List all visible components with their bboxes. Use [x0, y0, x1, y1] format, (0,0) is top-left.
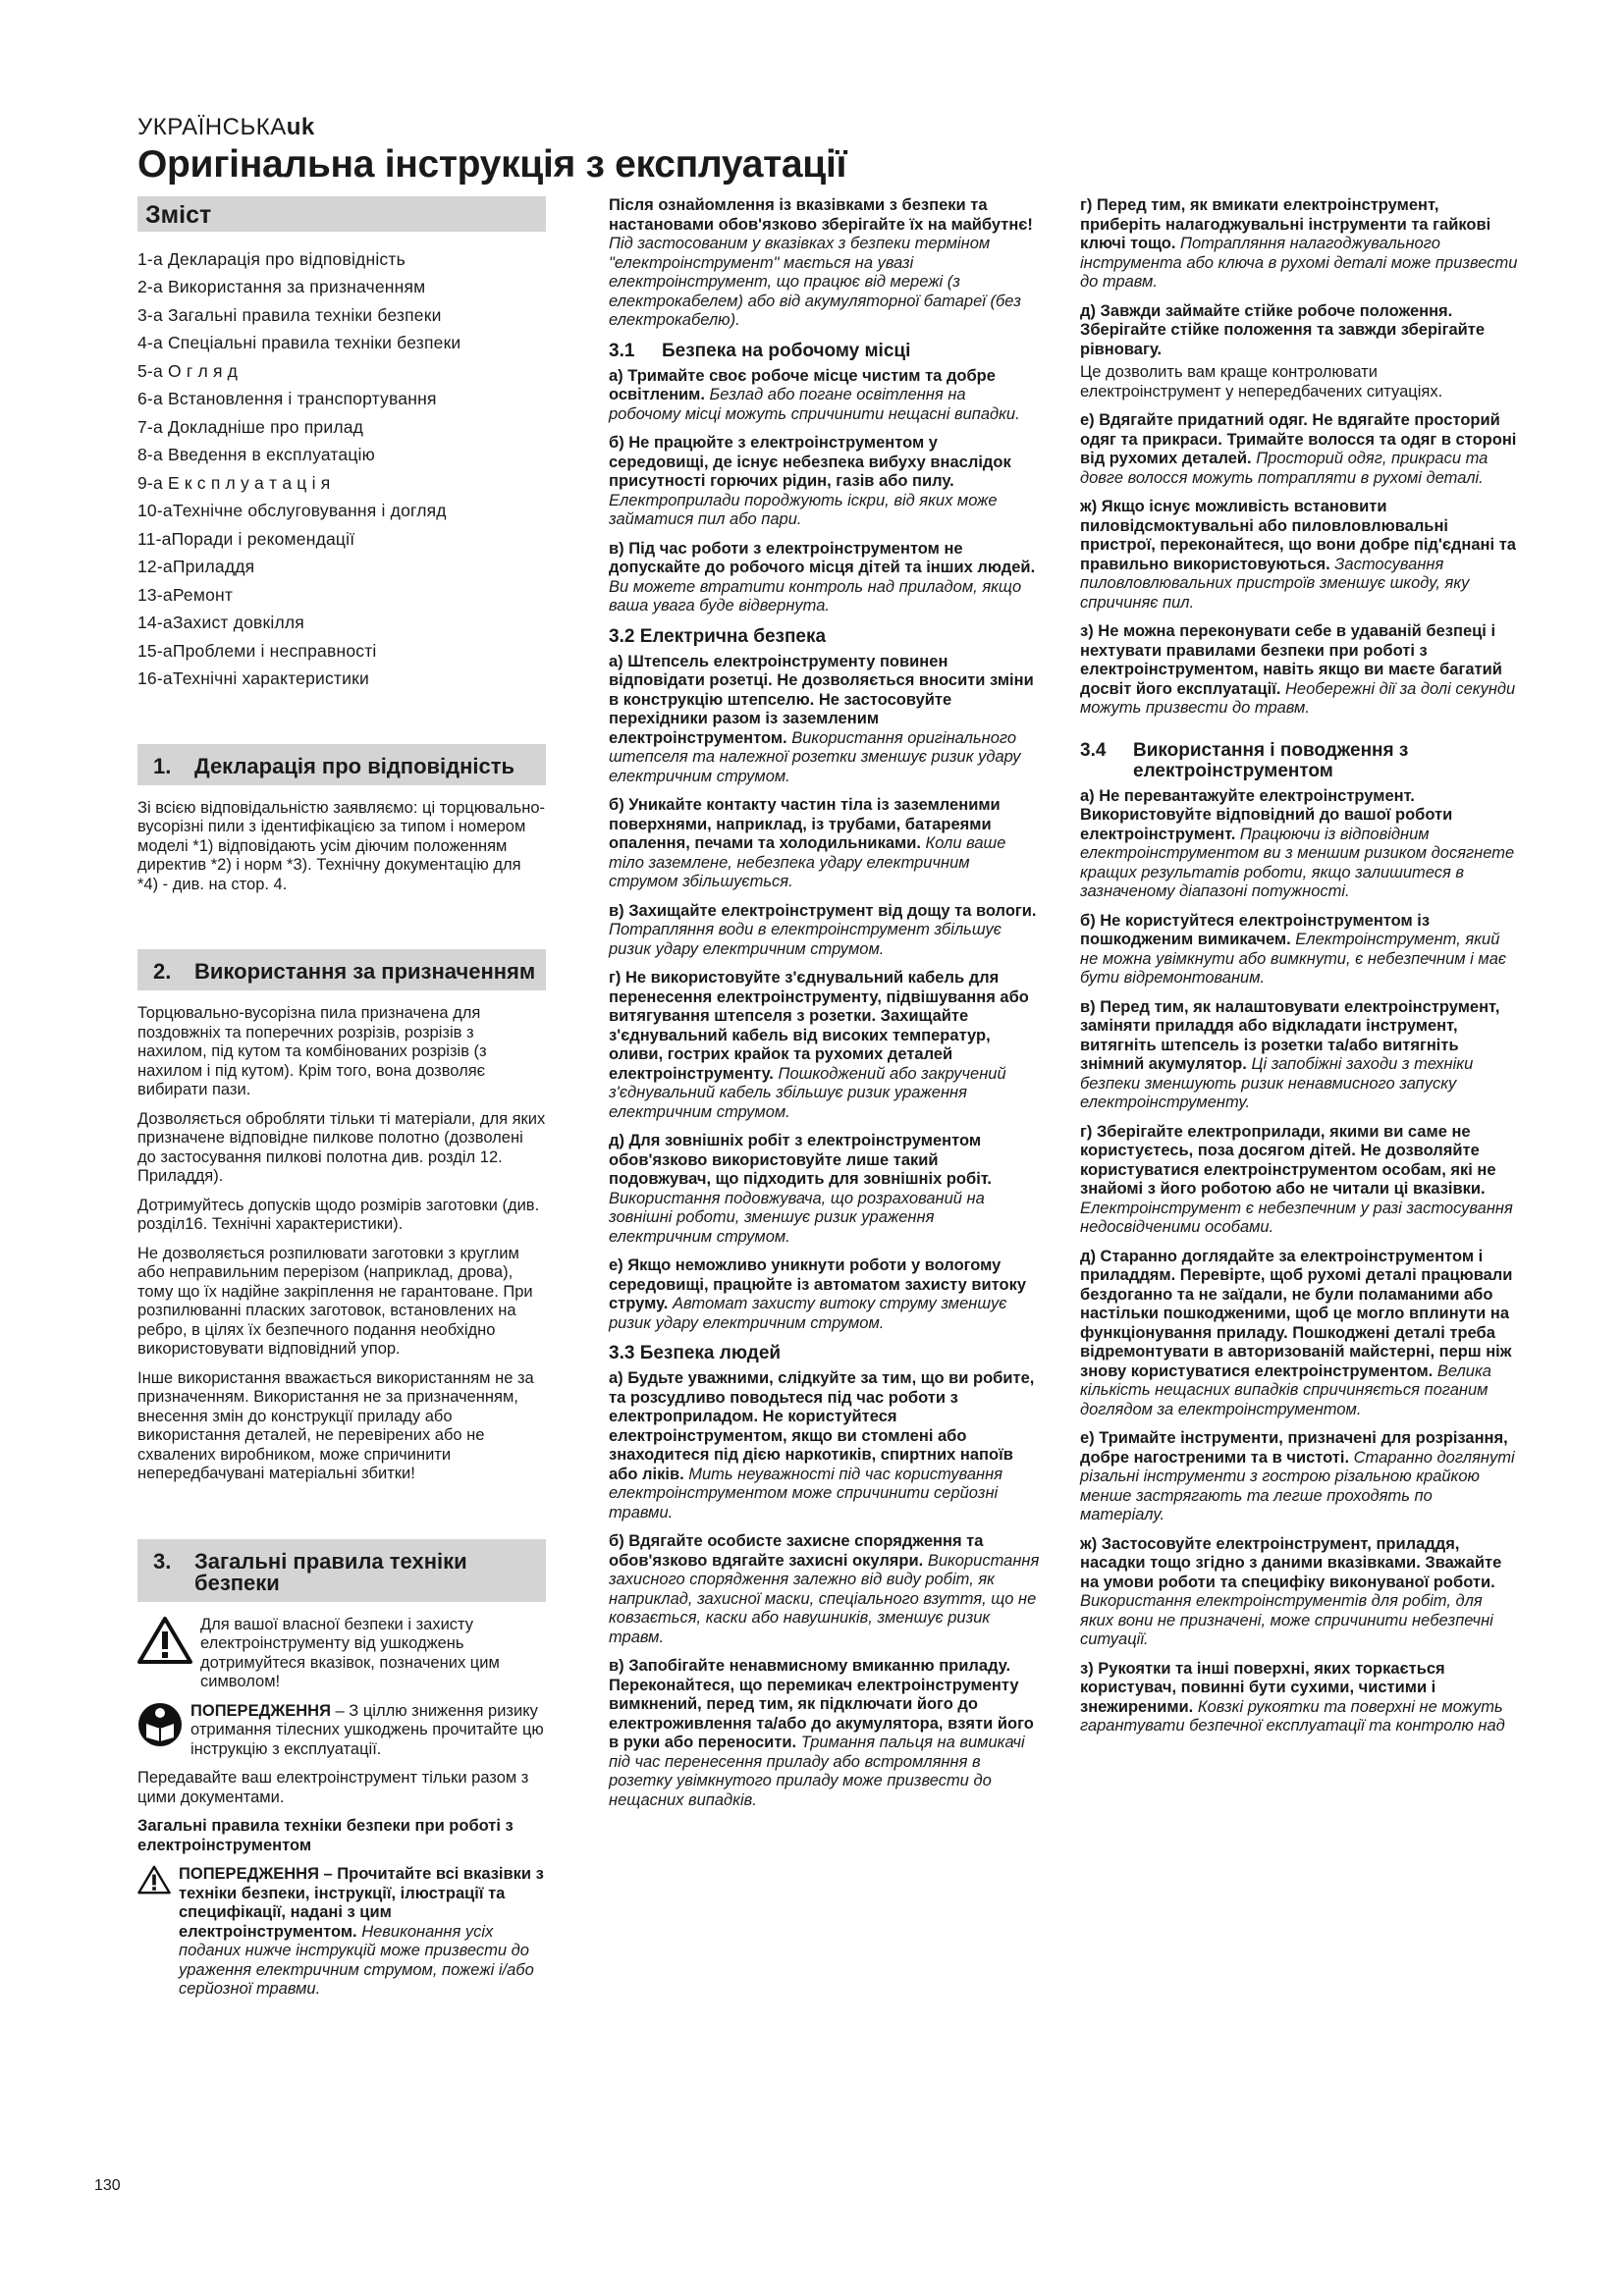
intro-paragraph: Після ознайомлення із вказівками з безпеки та настановами обов'язково зберігайте їх на майбутнє! Під застосованим у вказівках з безпеки терміном "електроінструмент" мається на увазі електроінструмент, що працює від мережі (з електрокабелем) або від акумуляторної батареї (без електрокабелю).	[609, 196, 1033, 329]
rule-item: д) Завжди займайте стійке робоче положення. Зберігайте стійке положення та завжди зберігайте рівновагу.	[1080, 301, 1486, 358]
rule-item: г) Перед тим, як вмикати електроінструмент, приберіть налагоджувальні інструменти та гайкові ключі тощо. Потрапляння налагоджувального інструмента або ключа в рухомі деталі може призвести до травм.	[1080, 196, 1518, 291]
toc-item[interactable]: 9-a Е к с п л у а т а ц і я	[137, 472, 331, 493]
general-warning	[137, 1865, 546, 2009]
rule-item: д) Старанно доглядайте за електроінструментом і приладдям. Перевірте, щоб рухомі деталі працювали бездоганно та не заїдали, не були поламаними або настільки пошкодженими, щоб це могло вплинути на функціонування приладу. Пошкоджені деталі треба відремонтувати в авторизованій майстерні, перш ніж знову користуватися електроінструментом. Велика кількість нещасних випадків спричиняється поганим доглядом за електроінструментом.	[1080, 1247, 1513, 1418]
rule-item: в) Запобігайте ненавмисному вмиканню приладу. Переконайтеся, що перемикач електроінструменту вимкнений, перед тим, як підключати його до електроживлення та/або до акумулятора, взяти його в руки або переносити. Тримання пальця на вимикачі під час перенесення приладу або встромляння в розетку увімкнутого приладу може призвести до нещасних випадків.	[609, 1657, 1034, 1809]
rule-item: ж) Застосовуйте електроінструмент, приладдя, насадки тощо згідно з даними вказівками. Зважайте на умови роботи та специфіку виконуваної роботи. Використання електроінструментів для робіт, для яких вони не призначені, може спричинити небезпечні ситуації.	[1080, 1534, 1502, 1648]
section-3-subtitle: Загальні правила техніки безпеки при роботі з електроінструментом	[137, 1817, 514, 1854]
section-3-4-heading: 3.4 Використання і поводження з електроінструментом	[1080, 739, 1409, 781]
safety-notice-text: Для вашої власної безпеки і захисту електроінструменту від ушкоджень дотримуйтеся вказівок, позначених цим символом!	[200, 1615, 500, 1690]
warning-triangle-icon	[137, 1865, 171, 1895]
general-warning-text: ПОПЕРЕДЖЕННЯ – Прочитайте всі вказівки з техніки безпеки, інструкції, ілюстрації та специфікації, надані з цим електроінструментом. Невиконання усіх поданих нижче інструкцій може призвести до ураження електричним струмом, пожежі і/або серйозної травми.	[179, 1865, 544, 1998]
rule-item: а) Будьте уважними, слідкуйте за тим, що ви робите, та розсудливо поводьтеся під час роботи з електроприладом. Не користуйтеся електроінструментом, якщо ви стомлені або знаходитеся під дією наркотиків, спиртних напоїв або ліків. Мить неуважності під час користування електроінструментом може спричинити серйозні травми.	[609, 1369, 1035, 1522]
toc-item[interactable]: 8-a Введення в експлуатацію	[137, 445, 375, 464]
toc-item[interactable]: 2-a Використання за призначенням	[137, 277, 426, 296]
section-2-paragraph: Дотримуйтесь допусків щодо розмірів заготовки (див. розділ16. Технічні характеристики).	[137, 1196, 540, 1233]
section-3-3-heading: 3.3 Безпека людей	[609, 1343, 782, 1363]
rule-item: а) Не перевантажуйте електроінструмент. Використовуйте відповідний до вашої роботи електроінструмент. Працюючи із відповідним електроінструментом ви з меншим ризиком досягнете кращих результатів роботи, якщо залишитеся в зазначеному діапазоні потужності.	[1080, 786, 1515, 900]
toc-item[interactable]: 16-aТехнічні характеристики	[137, 668, 369, 688]
rule-item: г) Не використовуйте з'єднувальний кабель для перенесення електроінструменту, підвішування або витягування штепселя з розетки. Захищайте з'єднувальний кабель від високих температур, оливи, гострих крайок та рухомих деталей електроінструменту. Пошкоджений або закручений з'єднувальний кабель збільшує ризик ураження електричним струмом.	[609, 969, 1029, 1121]
rule-item: а) Штепсель електроінструменту повинен відповідати розетці. Не дозволяється вносити зміни в конструкцію штепселю. Не застосовуйте перехідники разом із заземленим електроінструментом. Використання оригінального штепселя та належної розетки зменшує ризик удару електричним струмом.	[609, 652, 1034, 785]
rule-item: в) Захищайте електроінструмент від дощу та вологи. Потрапляння води в електроінструмент збільшує ризик удару електричним струмом.	[609, 901, 1037, 958]
rule-item: в) Під час роботи з електроінструментом не допускайте до робочого місця дітей та інших людей. Ви можете втратити контроль над приладом, якщо ваша увага буде відвернута.	[609, 539, 1036, 614]
language-label: УКРАЇНСЬКАuk	[137, 114, 315, 140]
section-3-heading: 3. Загальні правила техніки безпеки	[137, 1539, 546, 1602]
section-1-text: Зі всією відповідальністю заявляємо: ці торцювально-вусорізні пили з ідентифікацією за типом і номером моделі *1) відповідають усім діючим положенням директив *2) і норм *3). Технічну документацію для *4) - див. на стор. 4.	[137, 798, 546, 893]
toc-item[interactable]: 3-a Загальні правила техніки безпеки	[137, 304, 442, 325]
rule-item: б) Вдягайте особисте захисне спорядження та обов'язково вдягайте захисні окуляри. Використання захисного спорядження залежно від виду робіт, як наприклад, захисної маски, спеціального взуття, що не ковзається, каски або навушників, зменшує ризик травм.	[609, 1532, 1040, 1646]
rule-item: в) Перед тим, як налаштовувати електроінструмент, заміняти приладдя або відкладати інструмент, витягніть штепсель із розетки та/або витягніть знімний акумулятор. Ці запобіжні заходи з техніки безпеки зменшують ризик ненавмисного запуску електроінструменту.	[1080, 997, 1500, 1111]
table-of-contents	[137, 241, 546, 693]
toc-item[interactable]: 11-aПоради і рекомендації	[137, 528, 355, 549]
column-right	[1080, 196, 1518, 1746]
section-3-paragraph: Передавайте ваш електроінструмент тільки разом з цими документами.	[137, 1769, 529, 1806]
read-manual-icon	[137, 1702, 183, 1747]
page-number: 130	[94, 2177, 121, 2194]
section-2-paragraph: Інше використання вважається використанням не за призначенням. Використання не за призначенням, внесення змін до конструкції приладу або використання деталей, не перевірених або не схвалених виробником, може спричинити непередбачувані матеріальні збитки!	[137, 1368, 534, 1482]
toc-item[interactable]: 15-aПроблеми і несправності	[137, 640, 377, 661]
section-2-heading: 2. Використання за призначенням	[137, 949, 546, 990]
read-manual-notice	[137, 1702, 546, 1770]
section-3-1-heading: 3.1 Безпека на робочому місці	[609, 340, 911, 361]
rule-item: з) Не можна переконувати себе в удаваній безпеці і нехтувати правилами безпеки при роботі з електроінструментом, навіть якщо ви маєте багатий досвіт його експлуатації. Необережні дії за долі секунди можуть призвести до травм.	[1080, 622, 1516, 717]
rule-item: е) Тримайте інструменти, призначені для розрізання, добре нагостреними та в чистоті. Старанно доглянуті різальні інструменти з гострою різальною крайкою менше застрягають та легше проходять по матеріалу.	[1080, 1429, 1515, 1523]
section-2-paragraph: Не дозволяється розпилювати заготовки з круглим або неправильним перерізом (наприклад, дрова), тому що їх надійне закріплення не гарантоване. При розпилюванні пласких заготовок, встановлених на ребро, в цілях їх безпечного подання необхідно використовувати відповідний упор.	[137, 1244, 533, 1358]
toc-item[interactable]: 5-a О г л я д	[137, 360, 239, 381]
rule-item: д) Для зовнішніх робіт з електроінструментом обов'язково використовуйте лише такий подовжувач, що підходить для зовнішніх робіт. Використання подовжувача, що розрахований на зовнішні роботи, зменшує ризик ураження електричним струмом.	[609, 1132, 993, 1246]
rule-item: е) Вдягайте придатний одяг. Не вдягайте просторий одяг та прикраси. Тримайте волосся та одяг в стороні від рухомих деталей. Просторий одяг, прикраси та довге волосся можуть потрапляти в рухомі деталі.	[1080, 411, 1517, 487]
toc-item[interactable]: 1-a Декларація про відповідність	[137, 248, 406, 269]
read-manual-text: ПОПЕРЕДЖЕННЯ – З ціллю зниження ризику отримання тілесних ушкоджень прочитайте цю інструкцію з експлуатації.	[190, 1701, 544, 1758]
toc-item[interactable]: 12-aПриладдя	[137, 557, 255, 576]
section-2-paragraph: Торцювально-вусорізна пила призначена для поздовжніх та поперечних розрізів, розрізів з нахилом, під кутом та комбінованих розрізів (з нахилом і під кутом). Крім того, вона дозволяє вибирати пази.	[137, 1004, 487, 1098]
rule-item-note: Це дозволить вам краще контролювати електроінструмент у непередбачених ситуаціях.	[1080, 363, 1443, 400]
toc-item[interactable]: 4-a Спеціальні правила техніки безпеки	[137, 333, 461, 352]
section-2-paragraph: Дозволяється обробляти тільки ті матеріали, для яких призначене відповідне пилкове полотно (дозволені до застосування пилкові полотна див. розділ 12. Приладдя).	[137, 1109, 546, 1185]
rule-item: г) Зберігайте електроприлади, якими ви саме не користуєтесь, поза досягом дітей. Не дозволяйте користуватися електроінструментом особам, які не знайомі з його роботою або не читали ці вказівки. Електроінструмент є небезпечним у разі застосування недосвідченими особами.	[1080, 1122, 1513, 1236]
column-left	[137, 196, 546, 2009]
rule-item: а) Тримайте своє робоче місце чистим та добре освітленим. Безлад або погане освітлення на робочому місці можуть спричинити нещасні випадки.	[609, 366, 1020, 423]
toc-title: Зміст	[137, 196, 546, 232]
column-middle	[609, 196, 1041, 1820]
toc-item[interactable]: 10-aТехнічне обслуговування і догляд	[137, 501, 447, 520]
page-title: Оригінальна інструкція з експлуатації	[137, 143, 847, 186]
toc-item[interactable]: 13-aРемонт	[137, 584, 234, 605]
toc-item[interactable]: 6-a Встановлення і транспортування	[137, 389, 437, 408]
rule-item: б) Не працюйте з електроінструментом у середовищі, де існує небезпека вибуху внаслідок присутності горючих рідин, газів або пилу. Електроприлади породжують іскри, від яких може займатися пил або пари.	[609, 434, 1011, 528]
section-3-2-heading: 3.2 Електрична безпека	[609, 625, 827, 647]
safety-notice	[137, 1616, 546, 1702]
warning-triangle-icon	[137, 1616, 192, 1665]
toc-item[interactable]: 14-aЗахист довкілля	[137, 613, 304, 632]
rule-item: е) Якщо неможливо уникнути роботи у вологому середовищі, працюйте із автоматом захисту витоку струму. Автомат захисту витоку струму зменшує ризик удару електричним струмом.	[609, 1256, 1027, 1332]
rule-item: ж) Якщо існує можливість встановити пиловідсмоктувальні або пиловловлювальні пристрої, переконайтеся, що вони добре під'єднані та правильно використовуються. Застосування пиловловлювальних пристроїв зменшує шкоду, яку спричиняє пил.	[1080, 498, 1516, 612]
toc-item[interactable]: 7-a Докладніше про прилад	[137, 416, 364, 437]
section-1-heading: 1. Декларація про відповідність	[137, 744, 546, 785]
rule-item: б) Не користуйтеся електроінструментом із пошкодженим вимикачем. Електроінструмент, який не можна увімкнути або вимкнути, є небезпечним і має бути відремонтованим.	[1080, 911, 1507, 987]
rule-item: з) Рукоятки та інші поверхні, яких торкається користувач, повинні бути сухими, чистими і знежиреними. Ковзкі рукоятки та поверхні не можуть гарантувати безпечної експлуатації та контролю над	[1080, 1659, 1505, 1735]
rule-item: б) Уникайте контакту частин тіла із заземленими поверхнями, наприклад, із трубами, батареями опалення, печами та холодильниками. Коли ваше тіло заземлене, небезпека удару електричним струмом збільшується.	[609, 796, 1006, 890]
